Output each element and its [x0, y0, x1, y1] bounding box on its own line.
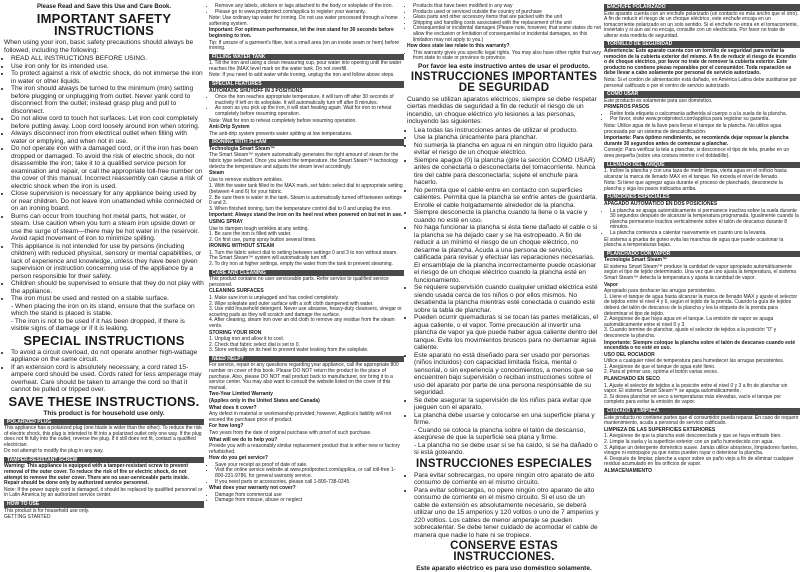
how-long: For how long?	[209, 423, 244, 430]
list-item: • Siempre desconecte la plancha cuando la llene o la vacíe y cuando no esté en uso.	[414, 209, 601, 224]
list-item: • Para evitar sobrecargas, no opere ningún otro aparato de alto consumo de corriente en el mismo circuito. Si el uso de un cable de extensión es absolutamente necesario, se deberá utilizar uno de 15 amperios y 120 voltios o uno de 7 amperios y 220 voltios. Los cables de menor amperaje se pueden sobrecalentar. Se debe tener cuidado de acomodar el cable de manera que nadie lo hale ni se tropiece.	[414, 487, 601, 540]
list-item: - When placing the iron on its stand, ensure that the surface on which the stand is placed is stable.	[11, 302, 195, 317]
autoshutoff-title: AUTOMATIC SHUTOFF IN 3 POSITIONS	[209, 87, 303, 94]
autoshutoff-list	[209, 95, 404, 117]
limpieza-title: LIMPIEZA DE LAS SUPERFICIES EXTERIORES	[604, 426, 716, 433]
list-item: • Children should be supervised to ensure that they do not play with the appliance.	[11, 280, 204, 295]
list-item: • To avoid a circuit overload, do not operate another high-wattage appliance on the same circuit.	[11, 349, 204, 364]
service-list	[209, 463, 404, 485]
list-item: • No permita que el cable entre en contacto con superficies calientes. Permita que la plancha se enfríe antes de guardarla. Enrolle el cable holgadamente alrededor de la plancha.	[414, 187, 601, 210]
cleaning-items: 1. Make sure iron is unplugged and has cooled completely. 2. Wipe soleplate and outer surface with a soft cloth dampened with water. 3. Use mild household detergent. Never use abrasive, heavy-duty cleansers, vinegar or scouring pads as they will scratch and damage the surface. 4. After cleaning, steam iron over an old cloth to remove any residue from the steam vents.	[209, 294, 402, 329]
column-spanish-usage	[604, 4, 800, 494]
list-item: • Once the iron reaches appropriate temperature, it will turn off after 30 seconds of inactivity if left on its soleplate. It will automatically turn off after 8 minutes.	[215, 95, 404, 106]
spanish-note: Por favor lea este instructivo antes de usar el producto.	[418, 62, 590, 70]
como-usar-bar: COMO USAR	[604, 91, 800, 98]
spanish-title: INSTRUCCIONES IMPORTANTES DE SEGURIDAD	[410, 70, 598, 94]
what-help-text: Provide you with a reasonably similar replacement product that is either new or factory refurbished.	[209, 443, 400, 455]
cleaning-title: CLEANING SURFACES	[209, 288, 264, 295]
antidrip-text: The anti-drip system prevents water spitting at low temperatures.	[209, 130, 353, 137]
list-item: - La plancha no se debe usar si se ha caído, si se ha dañado o si está goteando.	[414, 441, 598, 457]
enchufe-text: Este aparato cuenta con un enchufe polarizado (un contacto es más ancho que el otro). A fin de reducir el riesgo de un choque eléctrico, este enchufe encaja en un tomacorriente polarizado en un solo sentido. Si el enchufe no entra en el tomacorriente, inviértalo y si aun así no encaja, consulte con un electricista. Por favor no trate de alterar esta medida de seguridad.	[604, 10, 799, 39]
spanish-save-sub: Este aparato eléctrico es para uso doméstico solamente.	[416, 565, 592, 572]
cuidado-text: Este producto no contiene partes que el consumidor pueda reparar. En caso de requerir mantenimiento, acuda a personal de servicio calificado.	[604, 414, 799, 427]
polarized-plug-bar: POLARIZED PLUG	[4, 419, 204, 426]
list-item: • Burns can occur from touching hot metal parts, hot water, or steam. Use caution when you turn a steam iron upside down or use the surge of steam—there may be hot water in the reservoir. Avoid rapid movement of iron to minimize spilling.	[11, 213, 204, 243]
primeros-title: PRIMEROS PASOS	[604, 104, 650, 111]
need-help-bar: NEED HELP?	[209, 356, 404, 363]
filling-bar: FILLING WATER TANK	[209, 54, 404, 61]
apagado-note: El sistema a prueba de goteo evita las manchas de agua que puede ocasionar la plancha a temperaturas bajas.	[604, 236, 784, 249]
autoshutoff-note: Note: Wait for iron to reheat completely before resuming operation.	[209, 117, 357, 124]
smart-text: El sistema Smart Steam™ produce la cantidad de vapor apropiado automáticamente según el tipo de tejido determinado. Una vez que uno ajusta la temperatura, el sistema Smart Steam™ detecta la temperatura y ajusta la cantidad de vapor.	[604, 263, 797, 281]
list-item: • If you need parts or accessories, please call 1-800-738-0245.	[215, 480, 404, 486]
filling-text: 1. Tilt the iron and using a clean measuring cup, pour water into opening until the water reaches the (MAX level mark on the water tank. Do not overfill.	[209, 60, 402, 72]
list-item: • Please go to www.prodprotect.com/applica to register your warranty.	[215, 10, 404, 16]
safety-list	[4, 55, 204, 333]
cuidado-bar: CUIDADO Y LIMPIEZA	[604, 408, 800, 415]
importante: Importante: Para óptimo rendimiento, se recomienda dejar reposar la plancha durante 30 segundos antes de comenzar a planchar.	[604, 135, 789, 147]
list-item: • Shipping and handling costs associated with the replacement of the unit	[413, 21, 601, 27]
dry-text: 1. Turn the fabric select dial to setting between settings 0 and 3 to iron without steam. The Smart Steam™ system will automatically turn off. 2. To dry iron at higher settings, empty the water from the tank to prevent steaming.	[209, 249, 398, 268]
spanish-save-title: CONSERVE ESTAS INSTRUCCIONES.	[450, 540, 558, 564]
list-item: • Remove any labels, stickers or tags attached to the body or soleplate of the iron.	[215, 4, 404, 10]
almacen-title: ALMACENAMIENTO	[604, 467, 652, 474]
list-item: • The iron must be used and rested on a stable surface.	[11, 295, 204, 303]
vapor-importante: Importante: Siempre coloque la plancha sobre el talón de descanso cuando esté encendida o no esté en uso.	[604, 339, 796, 352]
filling-note: Note: If you need to add water while ironing, unplug the iron and follow above steps.	[209, 72, 395, 79]
list-item: • Consequential or incidental damages (Please note, however, that some states do not allow the exclusion or limitation of consequential or incidental damages, so this limitation may not apply to you.)	[413, 26, 601, 43]
spanish-special-title: INSTRUCCIONES ESPECIALES	[415, 457, 593, 470]
spanish-safety-list	[407, 127, 601, 457]
needhelp-text: For service, repair or any questions regarding your appliance, call the appropriate 800 number on cover of this book. Please DO NOT return the product to the place of purchase. Also, please DO NOT mail product back to manufacturer, nor bring it to a service center. You may also want to consult the website listed on the cover of this manual.	[209, 362, 399, 391]
tornillo-bar: TORNILLO DE SEGURIDAD	[604, 41, 800, 48]
consejo: Consejo: Para verificar la tela a planchar, si desconoce el tipo de tela, pruebe en un área pequeña (sobre una costura interior o el dobladillo).	[604, 147, 790, 159]
list-item: • La plancha comienza a calentar nuevamente en cuanto uno la levanta.	[610, 231, 800, 237]
list-item: • Damage from misuse, abuse or neglect	[215, 498, 404, 504]
funciones-bar: FUNCIONES ESPECIALES	[604, 194, 800, 201]
storing-items: 1. Unplug iron and allow it to cool. 2. Check that fabric select dial is set to 0. 3. Store vertically on its heel to prevent water leaking from the soleplate.	[209, 336, 369, 354]
list-item: • Damage from commercial use	[215, 493, 404, 499]
list-item: • This appliance is not intended for use by persons (including children) with reduced physical, sensory or mental capabilities, or lack of experience and knowledge, unless they have been given supervision or instruction concerning use of the appliance by a person responsible for their safety.	[11, 243, 204, 281]
primeros-list	[604, 112, 800, 123]
care-bar: CARE AND CLEANING	[209, 270, 404, 277]
water-note: Note: Use ordinary tap water for ironing. Do not use water processed through a home softening system.	[209, 15, 398, 27]
smartsteam-text: The Smart Steam™ system automatically generates the right amount of steam for the fabric type selected. Once you select the temperature, the Smart Steam™ technology detects the temperature and adjusts the steam level accordingly.	[209, 152, 399, 170]
storing-title: STORING YOUR IRON	[209, 329, 262, 336]
polarized-note: Do not attempt to modify the plug in any way.	[4, 448, 104, 455]
vapor-text: Apropiado para deshacer las arrugas persistentes. 1. Llene el tanque de agua hasta alcanzar la marca de llenado MAX y ajuste el selector de tejidos entre el nivel 4 y 6, según el tejido de la prenda. Cuando la guía de tejidos deberá del talón de descanso de la plancha y lea la etiqueta de la prenda para determinar el tipo de tejido. 2. Asegúrese de que haya agua en el tanque. La emisión de vapor se apaga automáticamente entre el nivel 0 y 3. 3. Cuando termine de planchar, ajuste el selector de tejidos a la posición "0" y desconecte la plancha.	[604, 288, 798, 339]
getting-started: GETTING STARTED	[4, 514, 51, 521]
spanish-intro: Cuando se utilizan aparatos eléctricos, siempre se debe respetar ciertas medidas de seguridad a fin de reducir el riesgo de un incendio, un choque eléctrico y/o lesiones a las personas, incluyendo las siguientes:	[407, 95, 597, 126]
list-item: • If an extension cord is absolutely necessary, a cord rated 15-ampere cord should be used. Cords rated for less amperage may overheat. Care should be taken to arrange the cord so that it cannot be pulled or tripped over.	[11, 364, 204, 394]
column-english-usage	[209, 3, 404, 504]
prep-list	[209, 4, 404, 15]
column-spanish-safety	[407, 3, 601, 572]
list-item: • Lea todas las instrucciones antes de utilizar el producto.	[414, 127, 601, 135]
tornillo-note: Nota: Si el cordón de alimentación está dañado, en América Latina debe sustituirse por personal calificado o por el centro de servicio autorizado.	[604, 76, 797, 89]
list-item: • To protect against a risk of electric shock, do not immerse the iron in water or other liquids.	[11, 70, 204, 85]
state-law-title: How does state law relate to this warranty?	[407, 43, 510, 50]
smart-title: Tecnología Smart Steam™	[604, 257, 667, 264]
steam-label: Steam	[209, 170, 225, 177]
vapor-bar: PLANCHADO CON VAPOR	[604, 251, 800, 258]
list-item: • The iron should always be turned to the minimum (min) setting before plugging or unplugging from outlet. Never yank cord to disconnect from the outlet; instead grasp plug and pull to disconnect.	[11, 85, 204, 115]
how-long-text: Two years from the date of original purchase with proof of such purchase.	[209, 429, 372, 436]
seco-title: PLANCHADO EN SECO	[604, 376, 660, 383]
list-item: • Por favor, visite www.prodprotect.com/applica para registrar su garantía.	[610, 117, 800, 123]
polarized-text: This appliance has a polarized plug (one blade is wider than the other). To reduce the risk of electric shock, this plug is intended to fit into a polarized outlet only one way. If the plug does not fit fully into the outlet, reverse the plug. If it still does not fit, contact a qualified electrician.	[4, 425, 202, 448]
nota-agua: Nota: Utilice agua de la llave para llenar el tanque de la plancha. No utilice agua procesada por un sistema de descalcificación.	[604, 123, 782, 135]
tip-note: Tip: If unsure of a garment's fiber, test a small area (on an inside seam or hem) before ironing.	[209, 39, 400, 52]
list-item: • Use iron only for its intended use.	[11, 63, 204, 71]
list-item: • Para evitar sobrecargas, no opere ningún otro aparato de alto consumo de corriente en el mismo circuito.	[414, 472, 601, 487]
what-covered-text: Any defect in material or workmanship provided; however, Applica's liability will not exceed the purchase price of product.	[209, 411, 392, 423]
smartsteam-title: Technologia Smart Steam™	[209, 145, 276, 152]
ironing-steam-bar: IRONING WITH STEAM	[209, 139, 404, 146]
warranty-title: Two-Year Limited Warranty	[209, 391, 273, 398]
rocio-title: USO DEL ROCIADOR	[604, 351, 655, 358]
list-item: • Pueden ocurrir quemaduras si se tocan las partes metálicas, el agua caliente, o el vapor. Tome precaución al invertir una plancha de vapor ya que puede haber agua caliente dentro del tanque. Evite los movimientos bruscos para no derramar agua caliente.	[414, 314, 601, 352]
spanish-special-list	[407, 472, 601, 540]
list-item: • Retire toda etiqueta o calcomanía adherida al cuerpo o a la suela de la plancha.	[610, 112, 800, 118]
list-item: • As soon as you pick up the iron, it will start heating again. Wait for iron to reheat completely before resuming operation.	[215, 106, 404, 117]
special-title: SPECIAL INSTRUCTIONS	[23, 332, 185, 348]
list-item: • Use la plancha únicamente para planchar.	[414, 134, 601, 142]
not-covered-cont-list	[407, 4, 601, 43]
what-covered: What does it cover?	[209, 404, 257, 411]
llenado-note: Nota: Si tiene que agregar agua durante el proceso de planchado, desconecte la plancha y siga los pasos indicados arriba.	[604, 180, 783, 192]
tamper-screw-bar: TAMPER-RESISTANT SCREW	[4, 457, 204, 464]
dry-title: IRONING WITHOUT STEAM	[209, 243, 274, 250]
seco-text: 1. Ajuste el selector de tejidos a la posición entre el nivel 0 y 3 a fin de planchar sin vapor. El sistema Smart Steam™ se apaga automáticamente. 2. Si desea planchar en seco a temperaturas más elevadas, vacíe el tanque por completo para evitar la emisión de vapor.	[604, 382, 788, 406]
not-covered-list	[209, 493, 404, 504]
list-item: • La plancha se apaga automáticamente si permanece inactiva sobre la suela durante 30 segundos después de alcanzar la temperatura programada. Igualmente cuando la plancha permanece inactiva verticalmente sobre el talón de descanso durante 8 minutos.	[610, 209, 800, 231]
how-service: How do you get service?	[209, 455, 268, 462]
tamper-note: Note: If the power supply cord is damaged, it should be replaced by qualified personnel or in Latin America by an authorized service center.	[4, 486, 203, 499]
list-item: • Close supervision is necessary for any appliance being used by or near children. Do not leave iron unattended while connected or on an ironing board.	[11, 190, 204, 213]
usingspray-text: Use to dampen tough wrinkles at any setting. 1. Be sure the iron is filled with water. 2. On first use, pump spray button several times.	[209, 225, 317, 243]
how-to-use-bar: HOW TO USE	[4, 501, 204, 508]
steam-important: Important: Always stand the iron on its heel rest when powered on but not in use.	[209, 212, 403, 219]
safety-title: IMPORTANT SAFETY INSTRUCTIONS	[36, 11, 172, 38]
enchufe-bar: ENCHUFE POLARIZADO	[604, 4, 800, 11]
list-item: • Este aparato no está diseñado para ser usado por personas (niños incluidos) con capacidad limitada física, mental o sensorial, o sin experiencia y conocimientos, a menos que se encuentren bajo supervisión o reciban instrucciones sobre el uso del aparato por parte de una persona responsable de su seguridad.	[414, 352, 601, 397]
list-item: • Products that have been modified in any way	[413, 4, 601, 10]
howto-text: This product is for household use only.	[4, 507, 90, 514]
list-item: • Always disconnect iron from electrical outlet when filling with water or emptying, and when not in use.	[11, 130, 204, 145]
list-item: • Glass parts and other accessory items that are packed with the unit	[413, 15, 601, 21]
state-law-list	[407, 51, 601, 62]
special-list	[4, 349, 204, 394]
column-english-safety	[4, 4, 204, 521]
apagado-title: APAGADO AUTOMÁTICO EN DOS POSICIONES	[604, 200, 718, 207]
list-item: • Do not allow cord to touch hot surfaces. Let iron cool completely before putting away. Loop cord loosely around iron when storing.	[11, 115, 204, 130]
important-note: Important: For optimum performance, let the iron stand for 30 seconds before beginning to iron.	[209, 27, 394, 39]
list-item: - The iron is not to be used if it has been dropped, if there is visible signs of damage or if it is leaking.	[11, 317, 185, 332]
special-features-bar: SPECIAL FEATURES	[209, 81, 404, 88]
list-item: • Visit the online service website at www.prodprotect.com/applica, or call toll-free 1-800-231-9786, for general warranty service.	[215, 468, 404, 479]
tamper-warning: Warning: This appliance is equipped with a tamper-resistant screw to prevent removal of the outer cover. To reduce the risk of fire or electric shock, do not attempt to remove the outer cover. There are no user-serviceable parts inside. Repair should be done only by authorized service personnel.	[4, 463, 190, 487]
list-item: • Save your receipt as proof of date of sale.	[215, 463, 404, 469]
list-item: • No sumerja la plancha en agua ni en ningún otro líquido para evitar el riesgo de un choque eléctrico.	[414, 142, 601, 157]
antidrip-title: Anti-Drip System	[209, 124, 250, 131]
list-item: • Se debe asegurar la supervisión de los niños para evitar que jueguen con el aparato.	[414, 397, 601, 412]
list-item: • Products used or serviced outside the country of purchase	[413, 10, 601, 16]
list-item: • READ ALL INSTRUCTIONS BEFORE USING.	[11, 55, 204, 63]
care-text: This product contains no user serviceable parts. Refer service to qualified service personnel.	[209, 276, 389, 288]
llenado-text: 1. Incline la plancha y con una taza de medir limpia, vierta agua en el orificio hasta alcanzar la marca de llenado MAX en el tanque. No exceda el nivel de llenado.	[604, 168, 787, 180]
save-title: SAVE THESE INSTRUCTIONS.	[8, 393, 200, 409]
warranty-sub: (Applies only in the United States and Canada)	[209, 397, 320, 404]
rocio-text: Utilice a cualquier nivel de temperatura para humedecer las arrugas persistentes. 1. Asegúrese de que el tanque de agua esté lleno. 2. Para el primer uso, oprima el botón varias veces.	[604, 358, 785, 376]
steam-steps: 1. With the water tank filled to the MAX mark, set fabric select dial to appropriate setting (between 4 and 6) for your fabric. 2. Be sure there is water in the tank. Steam is automatically turned off between settings 0 and 3. 3. When finished ironing, turn the temperature control dial to 0 and unplug the iron.	[209, 183, 403, 212]
limpieza-text: 1. Asegúrese de que la plancha esté desconectada y que se haya enfriado bien. 2. Limpie la suela y la superficie exterior con un paño humedecido con agua. 3. Aplique un detergente doméstico suave. Jamás utilice abrasivos, limpiadores fuertes, vinagre ni estropajos ya que éstos pueden rayar o deteriorar la plancha. 4. Después de limpiar, planche a vapor sobre un paño viejo a fin de eliminar cualquier residuo acumulado en los orificios de vapor.	[604, 433, 798, 468]
como-text: Este producto es solamente para uso doméstico.	[604, 97, 713, 104]
list-item: • Se requiere supervisión cuando cualquier unidad eléctrica esté siendo usada cerca de los niños o por ellos mismos. No desatienda la plancha mientras esté conectada o cuando esté sobre la tabla de planchar.	[414, 284, 601, 314]
list-item: • Siempre apague (0) la plancha (gire la sección COMO USAR) antes de conectarla o desconectarla del tomacorriente. Nunca tire del cable para desconectarla; sujete el enchufe para hacerlo.	[414, 157, 601, 187]
safety-intro: When using your iron, basic safety precautions should always be followed, including the following:	[4, 39, 194, 54]
save-subtitle: This product is for household use only.	[43, 409, 165, 417]
what-help: What will we do to help you?	[209, 436, 278, 443]
list-item: • This warranty gives you specific legal rights. You may also have other rights that vary from state to state or province to province.	[413, 51, 601, 62]
list-item: - Cuando se coloca la plancha sobre el talón de descanso, asegúrese de que la superficie sea plana y firme.	[414, 426, 586, 442]
what-not: What does your warranty not cover?	[209, 485, 296, 492]
list-item: • Do not operate iron with a damaged cord, or if the iron has been dropped or damaged. To avoid the risk of electric shock, do not disassemble the iron; take it to a qualified service person for examination and repair, or call the appropriate toll-free number on the cover of this manual. Incorrect reassembly can cause a risk of electric shock when the iron is used.	[11, 145, 204, 190]
vapor-label: Vapor	[604, 281, 618, 288]
tornillo-warning: Advertencia: Este aparato cuenta con un tornillo de seguridad para evitar la remoción de la cubierta exterior del mismo. A fin de reducir el riesgo de incendio o de choque eléctrico, por favor no trate de remover la cubierta exterior. Este producto no contiene piezas reparables por el consumidor. Toda reparación se debe llevar a cabo solamente por personal de servicio autorizado.	[604, 47, 797, 77]
llenado-bar: LLENADO DEL TANQUE	[604, 162, 800, 169]
list-item: • La plancha debe usarse y colocarse en una superficie plana y firme.	[414, 412, 601, 427]
apagado-list	[604, 209, 800, 237]
steam-text: Use to remove stubborn wrinkles.	[209, 176, 284, 183]
read-save-header: Please Read and Save this Use and Care Book.	[36, 4, 172, 10]
list-item: • No haga funcionar la plancha si ésta tiene dañado el cable o si la plancha se ha dejado caer y se ha estropeado. A fin de reducir a un mínimo el riesgo de un choque eléctrico, no desarme la plancha. Acuda a una persona de servicio, calificada para revisar y efectuar las reparaciones necesarias. El ensamblaje de la plancha incorrectamente puede ocasionar el riesgo de un choque eléctrico cuando la plancha esté en funcionamiento.	[414, 224, 601, 284]
usingspray-title: USING SPRAY	[209, 218, 243, 225]
